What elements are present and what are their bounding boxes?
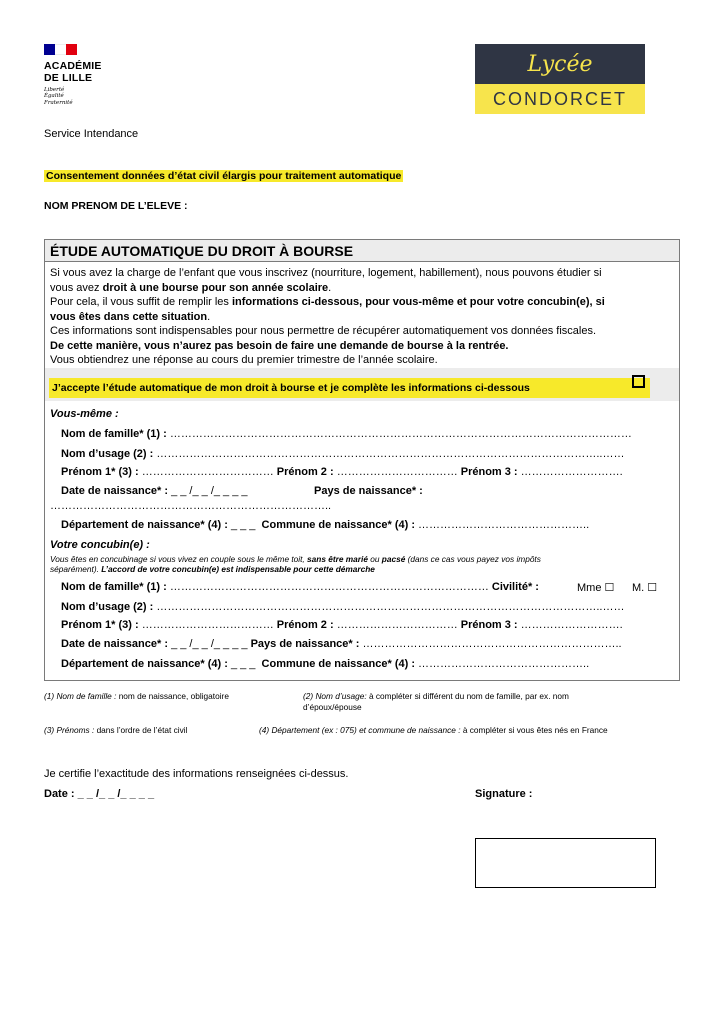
republic-motto — [44, 87, 73, 106]
academie-line-1: ACADÉMIE — [44, 60, 102, 72]
footnote-2 — [303, 691, 663, 712]
vm-pays-dots: ………………………………………………………………….. — [50, 500, 332, 512]
note-part: (dans ce cas vous payez vos impôts — [405, 554, 541, 564]
cc-prenom1-label: Prénom 1* (3) : — [61, 619, 139, 631]
vm-prenom3-label: Prénom 3 : — [460, 466, 518, 478]
vm-commune-dots: ……………………………………….. — [418, 519, 590, 531]
intro-text-part: . — [207, 310, 211, 323]
concubin-note-line-1 — [50, 554, 670, 564]
motto-fraternite: Fraternité — [44, 99, 73, 106]
cc-prenom2-dots: …………………………… — [336, 619, 458, 631]
footnote-4-text: à compléter si vous êtes nés en France — [460, 725, 608, 735]
cc-date-pattern: _ _ /_ _ /_ _ _ _ — [171, 638, 248, 650]
footnote-3-text: dans l’ordre de l’état civil — [94, 725, 188, 735]
intro-text-part: . — [328, 281, 332, 294]
footnote-3-term: (3) Prénoms : — [44, 725, 95, 735]
intro-text — [50, 266, 670, 368]
vm-prenom1-dots: ……………………………… — [141, 466, 274, 478]
student-name-label: NOM PRENOM DE L’ELEVE : — [44, 200, 188, 212]
vm-date-naissance-label: Date de naissance* : — [61, 485, 168, 497]
vm-nom-famille-label: Nom de famille* (1) : — [61, 428, 167, 440]
cc-prenom3-label: Prénom 3 : — [460, 619, 518, 631]
academie-name — [44, 60, 102, 84]
section-concubin-title: Votre concubin(e) : — [50, 539, 150, 551]
cc-pays-naissance-label: Pays de naissance* : — [250, 638, 360, 650]
note-part: séparément). — [50, 564, 102, 574]
note-bold-part: L’accord de votre concubin(e) est indispensable pour cette démarche — [101, 564, 375, 574]
cc-departement-pattern: _ _ _ — [230, 658, 256, 670]
note-bold-part: pacsé — [381, 554, 406, 564]
footnote-2-text: à compléter si différent du nom de famille, par ex. nom — [366, 691, 569, 701]
section-vous-meme-title: Vous-même : — [50, 408, 119, 420]
intro-line-5: Ces informations sont indispensables pour nous permettre de récupérer automatiquement vos données fiscales. — [50, 325, 597, 337]
cc-prenom2-label: Prénom 2 : — [276, 619, 334, 631]
intro-line-6: De cette manière, vous n’aurez pas besoin de faire une demande de bourse à la rentrée. — [50, 339, 509, 352]
cc-pays-dots: …………………………………………………………….. — [362, 638, 622, 650]
cc-nom-usage-label: Nom d’usage (2) : — [61, 601, 154, 613]
signature-box[interactable] — [475, 838, 656, 888]
accept-checkbox[interactable] — [632, 375, 645, 388]
academie-line-2: DE LILLE — [44, 72, 93, 84]
cc-prenom3-dots: ………………………. — [520, 619, 623, 631]
cc-departement-label: Département de naissance* (4) : — [61, 658, 228, 670]
date-field[interactable] — [44, 788, 154, 800]
cc-nom-famille-dots: …………………………………………………………………………… — [169, 581, 489, 593]
cc-prenoms-field[interactable] — [61, 619, 623, 631]
concubin-note-line-2 — [50, 564, 670, 574]
logo-lycee-word: Lycée — [475, 44, 645, 84]
vm-prenom2-label: Prénom 2 : — [276, 466, 334, 478]
cc-nom-usage-dots: …………………………………………………………………………………………………………..…… — [156, 601, 625, 613]
vm-pays-naissance-field[interactable] — [314, 485, 423, 497]
vm-date-naissance-field[interactable] — [61, 485, 248, 497]
vm-prenom1-label: Prénom 1* (3) : — [61, 466, 139, 478]
vm-date-pattern: _ _ /_ _ /_ _ _ _ — [171, 485, 248, 497]
cc-civilite-m: M. ☐ — [632, 582, 658, 594]
cc-date-naissance-label: Date de naissance* : — [61, 638, 168, 650]
intro-line-4 — [50, 310, 670, 325]
vm-nom-usage-field[interactable] — [61, 448, 624, 460]
footnote-1 — [44, 691, 229, 702]
intro-line-3 — [50, 295, 670, 310]
footnote-2-line-2: d’époux/épouse — [303, 701, 362, 712]
cc-commune-dots: ……………………………………….. — [418, 658, 590, 670]
service-label: Service Intendance — [44, 128, 139, 140]
flag-red-band — [66, 44, 77, 55]
french-flag-logo — [44, 44, 77, 55]
cc-naissance-field[interactable] — [61, 638, 622, 650]
intro-bold-part: droit à une bourse pour son année scolaire — [102, 281, 329, 294]
intro-text-part: Pour cela, il vous suffit de remplir les — [50, 296, 232, 308]
cc-civilite-label: Civilité* : — [491, 581, 539, 593]
footnote-4-term: (4) Département (ex : 075) et commune de naissance : — [259, 725, 461, 735]
vm-departement-label: Département de naissance* (4) : — [61, 519, 228, 531]
cc-nom-usage-field[interactable] — [61, 601, 624, 613]
cc-nom-famille-field[interactable] — [61, 581, 539, 593]
scholarship-form-box — [44, 239, 680, 681]
intro-line-7: Vous obtiendrez une réponse au cours du premier trimestre de l’année scolaire. — [50, 354, 438, 366]
vm-commune-label: Commune de naissance* (4) : — [261, 519, 415, 531]
lycee-condorcet-logo — [475, 44, 645, 114]
footnote-4 — [259, 725, 608, 736]
cc-lieu-naissance-field[interactable] — [61, 658, 589, 670]
footnote-2-term: (2) Nom d’usage: — [303, 691, 367, 701]
intro-bold-part: informations ci-dessous, pour vous-même et pour votre concubin(e), si — [231, 296, 605, 308]
vm-prenom2-dots: …………………………… — [336, 466, 458, 478]
cc-civilite-m-option[interactable] — [632, 581, 657, 594]
logo-condorcet-word: CONDORCET — [475, 84, 645, 114]
signature-label-text: Signature : — [475, 788, 533, 800]
cc-civilite-mme: Mme ☐ — [577, 582, 615, 594]
intro-line-2 — [50, 281, 670, 296]
signature-label — [475, 788, 532, 800]
vm-pays-naissance-label: Pays de naissance* : — [314, 485, 423, 497]
note-part: ou — [367, 554, 382, 564]
vm-nom-famille-dots: ……………………………………………………………………………………………………………… — [169, 428, 632, 440]
accept-label: J’accepte l’étude automatique de mon droit à bourse et je complète les informations ci-dessous — [49, 378, 650, 398]
consent-title: Consentement données d’état civil élargis pour traitement automatique — [46, 170, 402, 182]
vm-prenom3-dots: ………………………. — [520, 466, 623, 478]
date-pattern: _ _ /_ _ /_ _ _ _ — [77, 788, 155, 800]
cc-commune-label: Commune de naissance* (4) : — [261, 658, 415, 670]
footnote-1-text: nom de naissance, obligatoire — [116, 691, 229, 701]
certification-text: Je certifie l’exactitude des informations renseignées ci-dessus. — [44, 768, 349, 780]
cc-civilite-mme-option[interactable] — [577, 581, 614, 594]
footnote-2-line-1 — [303, 691, 663, 702]
date-label: Date : — [44, 788, 75, 800]
vm-lieu-naissance-field[interactable] — [61, 519, 589, 531]
vm-nom-usage-dots: …………………………………………………………………………………………………………..…… — [156, 448, 625, 460]
box-title: ÉTUDE AUTOMATIQUE DU DROIT À BOURSE — [45, 240, 679, 262]
vm-nom-usage-label: Nom d’usage (2) : — [61, 448, 154, 460]
vm-pays-dots-line — [50, 500, 331, 512]
intro-line-1: Si vous avez la charge de l’enfant que vous inscrivez (nourriture, logement, habillement), nous pouvons étudier si — [50, 267, 602, 279]
cc-prenom1-dots: ……………………………… — [141, 619, 274, 631]
note-part: Vous êtes en concubinage si vous vivez en couple sous le même toit, — [50, 554, 308, 564]
vm-prenoms-field[interactable] — [61, 466, 623, 478]
vm-departement-pattern: _ _ _ — [230, 519, 256, 531]
flag-blue-band — [44, 44, 55, 55]
cc-nom-famille-label: Nom de famille* (1) : — [61, 581, 167, 593]
footnote-1-term: (1) Nom de famille : — [44, 691, 117, 701]
vm-nom-famille-field[interactable] — [61, 428, 632, 440]
motto-egalite: Égalité — [44, 93, 64, 100]
concubin-note — [50, 554, 670, 574]
flag-white-band — [55, 44, 66, 55]
intro-text-part: vous avez — [50, 281, 103, 294]
note-bold-part: sans être marié — [307, 554, 368, 564]
motto-liberte: Liberté — [44, 87, 65, 93]
intro-bold-part: vous êtes dans cette situation — [50, 310, 208, 323]
footnote-3 — [44, 725, 187, 736]
